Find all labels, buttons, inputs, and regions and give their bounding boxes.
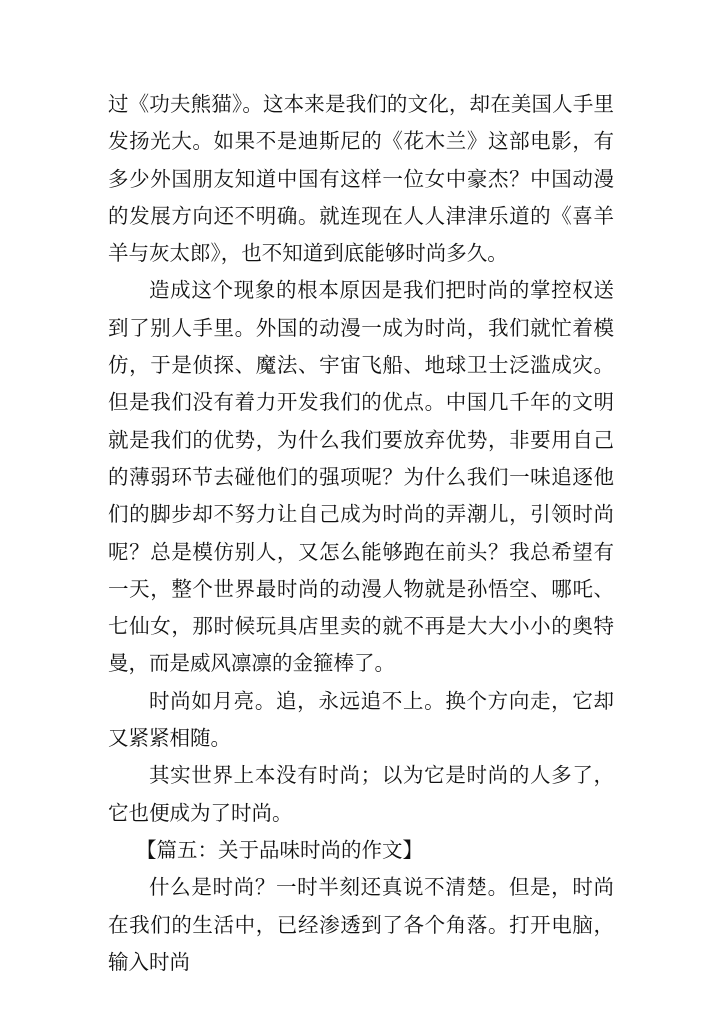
document-body: [108, 86, 614, 981]
paragraph-5: 什么是时尚？一时半刻还真说不清楚。但是，时尚在我们的生活中，已经渗透到了各个角落。打开电脑，输入时尚: [108, 875, 614, 974]
section-heading: 【篇五：关于品味时尚的作文】: [136, 837, 423, 862]
paragraph-2: 造成这个现象的根本原因是我们把时尚的掌控权送到了别人手里。外国的动漫一成为时尚，我们就忙着模仿，于是侦探、魔法、宇宙飞船、地球卫士泛滥成灾。但是我们没有着力开发我们的优点。中国几千年的文明就是我们的优势，为什么我们要放弃优势，非要用自己的薄弱环节去碰他们的强项呢？为什么我们一味追逐他们的脚步却不努力让自己成为时尚的弄潮儿，引领时尚呢？总是模仿别人，又怎么能够跑在前头？我总希望有一天，整个世界最时尚的动漫人物就是孙悟空、哪吒、七仙女，那时候玩具店里卖的就不再是大大小小的奥特曼，而是威风凛凛的金箍棒了。: [108, 278, 614, 676]
paragraph-3: 时尚如月亮。追，永远追不上。换个方向走，它却又紧紧相随。: [108, 688, 614, 751]
paragraph-4: 其实世界上本没有时尚；以为它是时尚的人多了，它也便成为了时尚。: [108, 763, 614, 825]
paragraph-1: 过《功夫熊猫》。这本来是我们的文化，却在美国人手里发扬光大。如果不是迪斯尼的《花木兰》这部电影，有多少外国朋友知道中国有这样一位女中豪杰？中国动漫的发展方向还不明确。就连现在人人津津乐道的《喜羊羊与灰太郎》，也不知道到底能够时尚多久。: [108, 92, 614, 266]
